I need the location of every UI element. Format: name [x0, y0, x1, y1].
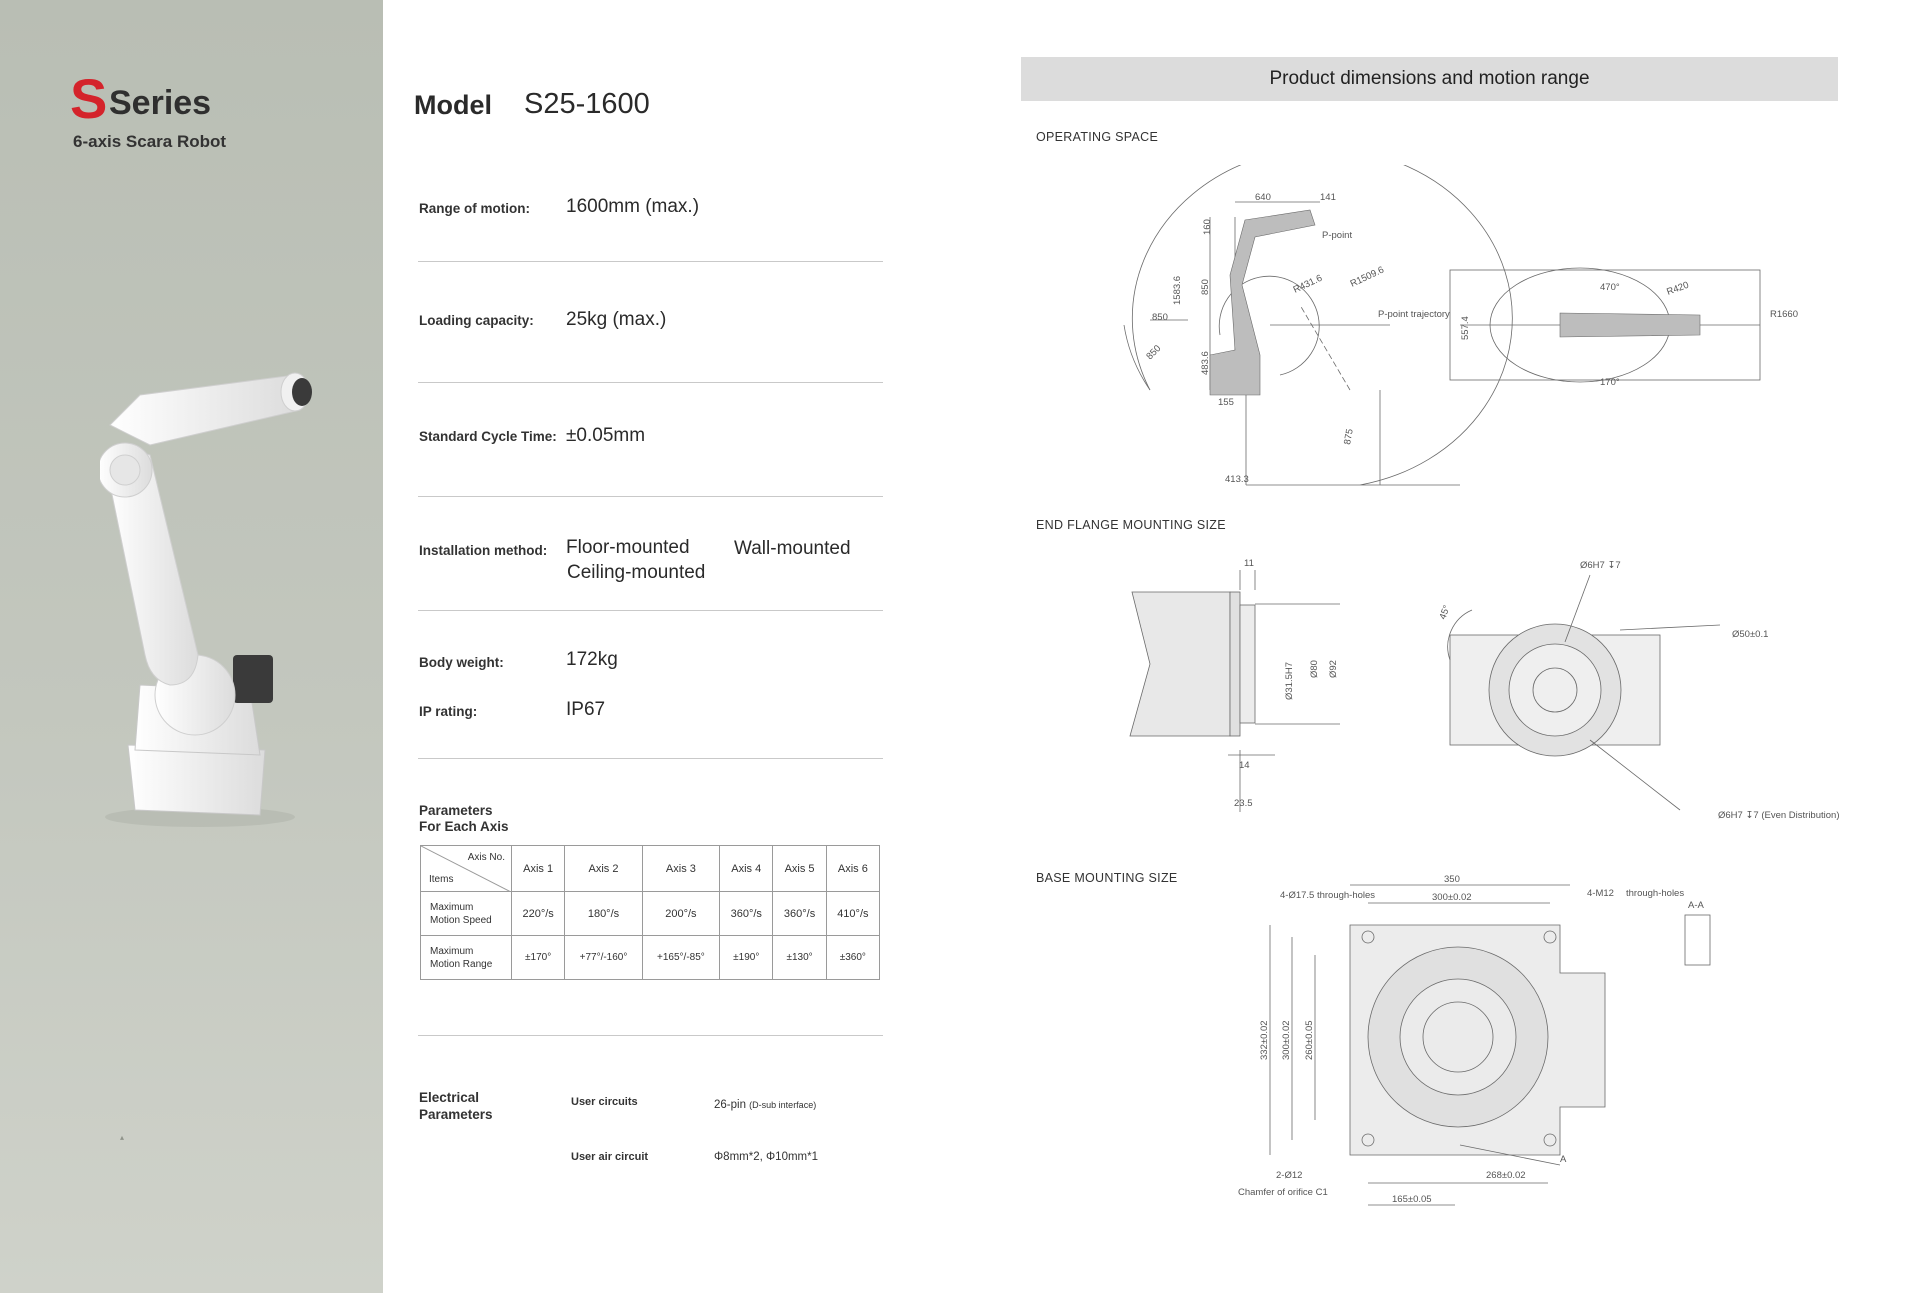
axis-params-title-line2: For Each Axis	[419, 819, 509, 834]
robot-image	[100, 355, 330, 835]
divider	[418, 610, 883, 611]
spec-label-weight: Body weight:	[419, 655, 504, 670]
dim-label: 141	[1320, 192, 1336, 203]
divider	[418, 758, 883, 759]
dim-label: 2-Ø12	[1276, 1170, 1303, 1181]
table-header-row	[421, 846, 880, 892]
table-row	[421, 936, 880, 980]
dim-label: R420	[1665, 279, 1691, 298]
row-label-line2: Motion Range	[430, 958, 493, 970]
model-label: Model	[414, 90, 492, 120]
dim-label: through-holes	[1626, 888, 1685, 899]
electrical-value-circuits-main: 26-pin	[714, 1099, 746, 1111]
table-header-cell: Axis 6	[826, 846, 879, 892]
spec-value-ip: IP67	[566, 699, 606, 720]
section-title-base-mounting: BASE MOUNTING SIZE	[1036, 871, 1178, 885]
spec-label-range: Range of motion:	[419, 201, 530, 216]
dim-label: Ø6H7 ↧7 (Even Distribution)	[1718, 810, 1840, 820]
dim-label: 875	[1342, 427, 1356, 446]
table-cell: +77°/-160°	[565, 936, 642, 980]
section-aa	[1685, 915, 1710, 965]
section-title-operating-space: OPERATING SPACE	[1036, 130, 1159, 144]
table-corner-cell	[421, 846, 512, 892]
dim-label: 4-Ø17.5 through-holes	[1280, 890, 1376, 901]
banner-title: Product dimensions and motion range	[1269, 68, 1590, 89]
flange-side-plate	[1240, 605, 1255, 723]
dim-label: 483.6	[1200, 351, 1211, 375]
operating-space-drawing	[1060, 165, 1850, 495]
row-label-line1: Maximum	[430, 945, 474, 957]
dim-label: Ø31.5H7	[1284, 661, 1295, 700]
table-cell: 410°/s	[826, 892, 879, 936]
flange-front-ring	[1509, 644, 1601, 736]
dim-label: Ø50±0.1	[1732, 629, 1769, 640]
dim-label: R1660	[1770, 309, 1798, 320]
electrical-value-air: Φ8mm*2, Φ10mm*1	[714, 1151, 818, 1163]
dim-label: 155	[1218, 397, 1234, 408]
electrical-title	[419, 1089, 493, 1123]
dim-label: Chamfer of orifice C1	[1238, 1187, 1328, 1198]
dim-label: 165±0.05	[1392, 1194, 1432, 1205]
spec-label-cycle: Standard Cycle Time:	[419, 429, 557, 444]
dim-label: 350	[1444, 874, 1460, 885]
table-cell: ±130°	[773, 936, 826, 980]
table-cell: ±190°	[720, 936, 773, 980]
spec-value-weight: 172kg	[566, 649, 618, 670]
divider	[418, 261, 883, 262]
series-letter: S	[70, 67, 108, 130]
divider	[418, 382, 883, 383]
dim-label: 470°	[1600, 282, 1620, 293]
table-cell: 220°/s	[512, 892, 565, 936]
dim-label: 850	[1152, 312, 1168, 323]
table-header-cell: Axis 1	[512, 846, 565, 892]
spec-label-loading: Loading capacity:	[419, 313, 534, 328]
faint-mark: ▴	[120, 1133, 125, 1142]
spec-value-cycle: ±0.05mm	[566, 425, 646, 446]
table-cell: ±360°	[826, 936, 879, 980]
dim-label: 332±0.02	[1259, 1020, 1270, 1060]
table-cell: 360°/s	[720, 892, 773, 936]
dim-label: 170°	[1600, 377, 1620, 388]
table-cell: 200°/s	[642, 892, 719, 936]
corner-items: Items	[429, 874, 454, 885]
dim-label: 4-M12	[1587, 888, 1614, 899]
electrical-label-circuits: User circuits	[571, 1096, 638, 1108]
divider	[418, 1035, 883, 1036]
dim-label: P-point	[1322, 230, 1353, 241]
axis-params-title	[419, 803, 509, 835]
table-cell: 360°/s	[773, 892, 826, 936]
table-cell: ±170°	[512, 936, 565, 980]
electrical-value-circuits-note: (D-sub interface)	[749, 1100, 817, 1110]
base-mounting-drawing	[1230, 865, 1750, 1220]
table-header-cell: Axis 5	[773, 846, 826, 892]
dim-label: Ø92	[1328, 660, 1339, 678]
row-label-line1: Maximum	[430, 901, 474, 913]
series-subtitle: 6-axis Scara Robot	[73, 132, 227, 151]
dim-label: 268±0.02	[1486, 1170, 1526, 1181]
table-header-cell: Axis 3	[642, 846, 719, 892]
dim-label: R1509.6	[1348, 264, 1386, 290]
table-cell: 180°/s	[565, 892, 642, 936]
dim-label: 413.3	[1225, 474, 1249, 485]
dim-label: 23.5	[1234, 798, 1253, 809]
spec-value-ceiling: Ceiling-mounted	[567, 562, 706, 583]
dim-label: A-A	[1688, 900, 1704, 911]
table-header-cell: Axis 2	[565, 846, 642, 892]
spec-value-wall: Wall-mounted	[734, 538, 851, 559]
model-name: S25-1600	[524, 88, 650, 120]
dim-label: 640	[1255, 192, 1271, 203]
dim-line	[1300, 305, 1350, 390]
spec-value-floor: Floor-mounted	[566, 537, 690, 558]
table-row-label	[421, 892, 512, 936]
row-label-line2: Motion Speed	[430, 914, 492, 926]
electrical-title-line1: Electrical	[419, 1090, 480, 1105]
corner-axis-no: Axis No.	[467, 852, 505, 863]
dim-label: 1583.6	[1172, 275, 1183, 305]
electrical-value-circuits	[714, 1099, 816, 1111]
section-title-end-flange: END FLANGE MOUNTING SIZE	[1036, 518, 1226, 532]
dim-label: 11	[1244, 558, 1254, 569]
dim-label: 850	[1200, 279, 1211, 295]
dim-label: A	[1560, 1154, 1567, 1165]
robot-side-view	[1210, 210, 1315, 395]
divider	[418, 496, 883, 497]
dim-label: 300±0.02	[1281, 1020, 1292, 1060]
leader-line	[1620, 625, 1720, 630]
table-header-cell: Axis 4	[720, 846, 773, 892]
dim-label: 300±0.02	[1432, 892, 1472, 903]
spec-label-ip: IP rating:	[419, 704, 478, 719]
dim-label: Ø6H7 ↧7	[1580, 560, 1621, 571]
dim-label: 850	[1144, 343, 1164, 363]
dim-label: Ø80	[1309, 660, 1320, 678]
axis-params-title-line1: Parameters	[419, 803, 493, 818]
series-title: Series	[109, 84, 212, 122]
dim-label: 45°	[1437, 603, 1453, 622]
flange-side-plate	[1230, 592, 1240, 736]
dim-label: 14	[1239, 760, 1250, 771]
flange-side-body	[1130, 592, 1230, 736]
dim-label: 160	[1202, 219, 1213, 235]
spec-value-loading: 25kg (max.)	[566, 309, 667, 330]
dim-label: 260±0.05	[1304, 1020, 1315, 1060]
axis-table	[420, 845, 880, 980]
robot-top-view	[1560, 313, 1700, 337]
table-cell: +165°/-85°	[642, 936, 719, 980]
spec-value-range: 1600mm (max.)	[566, 196, 700, 217]
electrical-label-air: User air circuit	[571, 1151, 649, 1163]
table-row-label	[421, 936, 512, 980]
spec-label-install: Installation method:	[419, 543, 548, 558]
dim-label: P-point trajectory	[1378, 309, 1450, 320]
dim-label: R431.6	[1291, 272, 1325, 296]
electrical-title-line2: Parameters	[419, 1107, 493, 1122]
table-row	[421, 892, 880, 936]
base-ring	[1400, 979, 1516, 1095]
leader-line	[1590, 740, 1680, 810]
end-flange-drawing	[1120, 550, 1860, 820]
dim-label: 557.4	[1460, 316, 1471, 340]
